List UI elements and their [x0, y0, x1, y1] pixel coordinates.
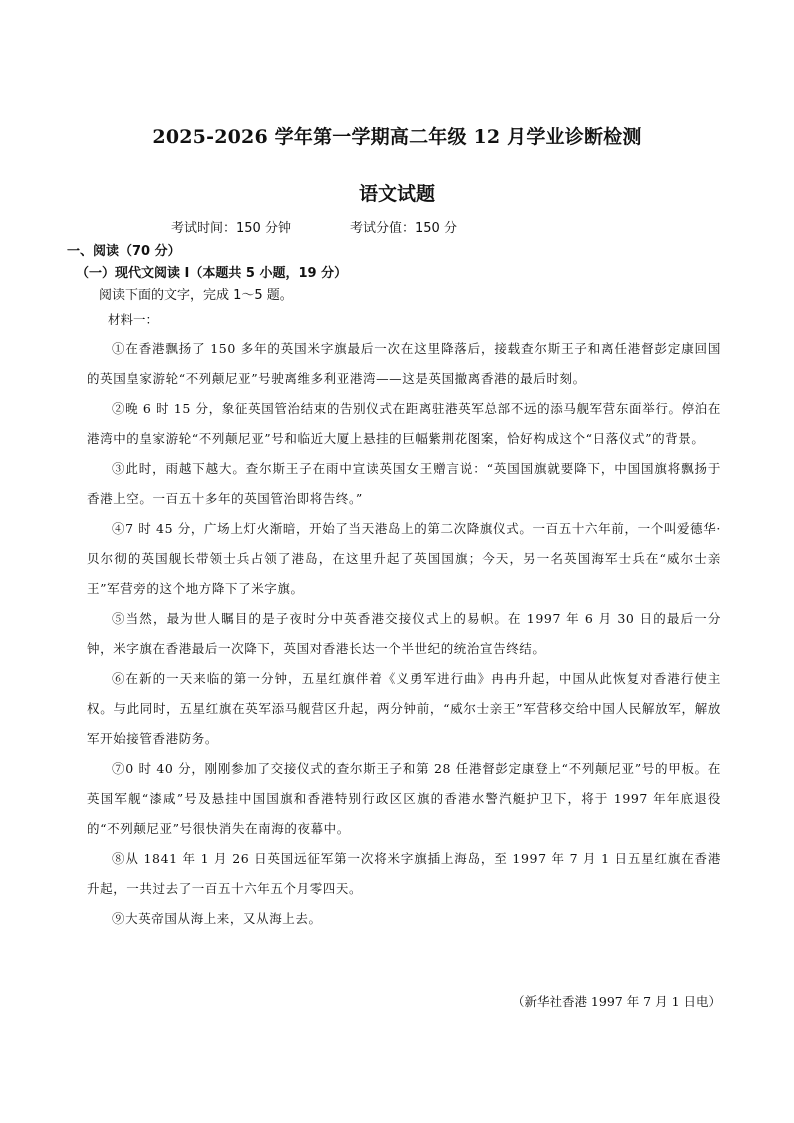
paragraph: ③此时，雨越下越大。查尔斯王子在雨中宣读英国女王赠言说：“英国国旗就要降下，中国国旗将飘扬于香港上空。一百五十多年的英国管治即将告终。”: [87, 461, 721, 506]
section-title: 一、阅读（70 分）: [67, 244, 181, 259]
material-label: 材料一：: [108, 312, 159, 327]
paragraph: ⑦0 时 40 分，刚刚参加了交接仪式的查尔斯王子和第 28 任港督彭定康登上“不列颠尼亚”号的甲板。在英国军舰“漆咸”号及悬挂中国国旗和香港特别行政区区旗的香港水警汽艇护卫下，将于 1997 年年底退役的“不列颠尼亚”号很快消失在南海的夜幕中。: [87, 761, 721, 836]
reading-instruction: 阅读下面的文字，完成 1～5 题。: [99, 288, 293, 303]
exam-title: 2025-2026 学年第一学期高二年级 12 月学业诊断检测: [152, 126, 642, 148]
source-citation: （新华社香港 1997 年 7 月 1 日电）: [511, 994, 721, 1009]
paragraph: ②晚 6 时 15 分，象征英国管治结束的告别仪式在距离驻港英军总部不远的添马舰军营东面举行。停泊在港湾中的皇家游轮“不列颠尼亚”号和临近大厦上悬挂的巨幅紫荆花图案，恰好构成这个“日落仪式”的背景。: [87, 401, 721, 446]
passage-body: [87, 334, 721, 934]
exam-subject: 语文试题: [358, 183, 435, 205]
exam-score: 考试分值：150 分: [350, 221, 457, 236]
paragraph: ④7 时 45 分，广场上灯火渐暗，开始了当天港岛上的第二次降旗仪式。一百五十六年前，一个叫爱德华·贝尔彻的英国舰长带领士兵占领了港岛，在这里升起了英国国旗；今天，另一名英国海军士兵在“威尔士亲王”军营旁的这个地方降下了米字旗。: [87, 521, 721, 596]
paragraph: ①在香港飘扬了 150 多年的英国米字旗最后一次在这里降落后，接载查尔斯王子和离任港督彭定康回国的英国皇家游轮“不列颠尼亚”号驶离维多利亚港湾——这是英国撤离香港的最后时刻。: [87, 341, 721, 386]
subsection-title: （一）现代文阅读 I（本题共 5 小题，19 分）: [76, 266, 348, 281]
paragraph: ⑧从 1841 年 1 月 26 日英国远征军第一次将米字旗插上海岛，至 1997 年 7 月 1 日五星红旗在香港升起，一共过去了一百五十六年五个月零四天。: [87, 851, 721, 896]
paragraph: ⑤当然，最为世人瞩目的是子夜时分中英香港交接仪式上的易帜。在 1997 年 6 月 30 日的最后一分钟，米字旗在香港最后一次降下，英国对香港长达一个半世纪的统治宣告终结。: [87, 611, 721, 656]
exam-time: 考试时间：150 分钟: [171, 221, 291, 236]
paragraph: ⑥在新的一天来临的第一分钟，五星红旗伴着《义勇军进行曲》冉冉升起，中国从此恢复对香港行使主权。与此同时，五星红旗在英军添马舰营区升起，两分钟前，“威尔士亲王”军营移交给中国人民解放军，解放军开始接管香港防务。: [87, 671, 721, 746]
paragraph: ⑨大英帝国从海上来，又从海上去。: [112, 911, 322, 926]
